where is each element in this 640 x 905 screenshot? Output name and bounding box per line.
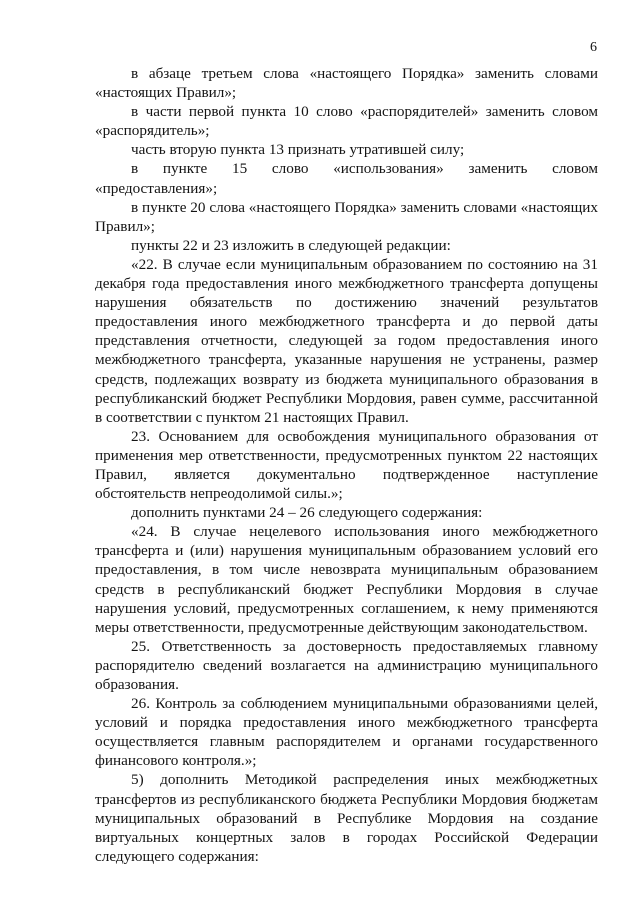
paragraph: в пункте 20 слова «настоящего Порядка» заменить словами «настоящих Правил»; (95, 198, 598, 235)
paragraph: «22. В случае если муниципальным образованием по состоянию на 31 декабря года предоставления иного межбюджетного трансферта допущены нарушения обязательств по достижению значений результатов предоставления иного межбюджетного трансферта и до первой даты представления отчетности, следующей за годом предоставления иного межбюджетного трансферта, указанные нарушения не устранены, размер средств, подлежащих возврату из бюджета муниципального образования в республиканский бюджет Республики Мордовия, равен сумме, рассчитанной в соответствии с пунктом 21 настоящих Правил. (95, 255, 598, 426)
paragraph: 23. Основанием для освобождения муниципального образования от применения мер ответственности, предусмотренных пунктом 22 настоящих Правил, является документально подтвержденное наступление обстоятельств непреодолимой силы.»; (95, 427, 598, 503)
paragraph: 26. Контроль за соблюдением муниципальными образованиями целей, условий и порядка предоставления иного межбюджетного трансферта осуществляется главным распорядителем и органами государственного финансового контроля.»; (95, 695, 598, 770)
paragraph: «24. В случае нецелевого использования иного межбюджетного трансферта и (или) нарушения муниципальным образованием условий его предоставления, в том числе невозврата муниципальным образованием средств в республиканский бюджет Республики Мордовия в случае нарушения условий, предусмотренных соглашением, к нему применяются меры ответственности, предусмотренные действующим законодательством. (95, 523, 598, 636)
paragraph: в пункте 15 слово «использования» заменить словом «предоставления»; (95, 160, 598, 197)
page-number: 6 (590, 40, 597, 55)
paragraph: часть вторую пункта 13 признать утратившей силу; (131, 141, 465, 159)
paragraph: 25. Ответственность за достоверность предоставляемых главному распорядителю сведений возлагается на администрацию муниципального образования. (95, 637, 598, 693)
paragraph: пункты 22 и 23 изложить в следующей редакции: (131, 236, 451, 254)
paragraph: в абзаце третьем слова «настоящего Порядка» заменить словами «настоящих Правил»; (95, 65, 598, 102)
paragraph: дополнить пунктами 24 – 26 следующего содержания: (131, 504, 483, 522)
paragraph: 5) дополнить Методикой распределения иных межбюджетных трансфертов из республиканского бюджета Республики Мордовия бюджетам муниципальных образований в Республике Мордовия на создание виртуальных концертных залов в городах Российской Федерации следующего содержания: (95, 771, 598, 865)
document-body (95, 64, 598, 866)
paragraph: в части первой пункта 10 слово «распорядителей» заменить словом «распорядитель»; (95, 103, 598, 140)
